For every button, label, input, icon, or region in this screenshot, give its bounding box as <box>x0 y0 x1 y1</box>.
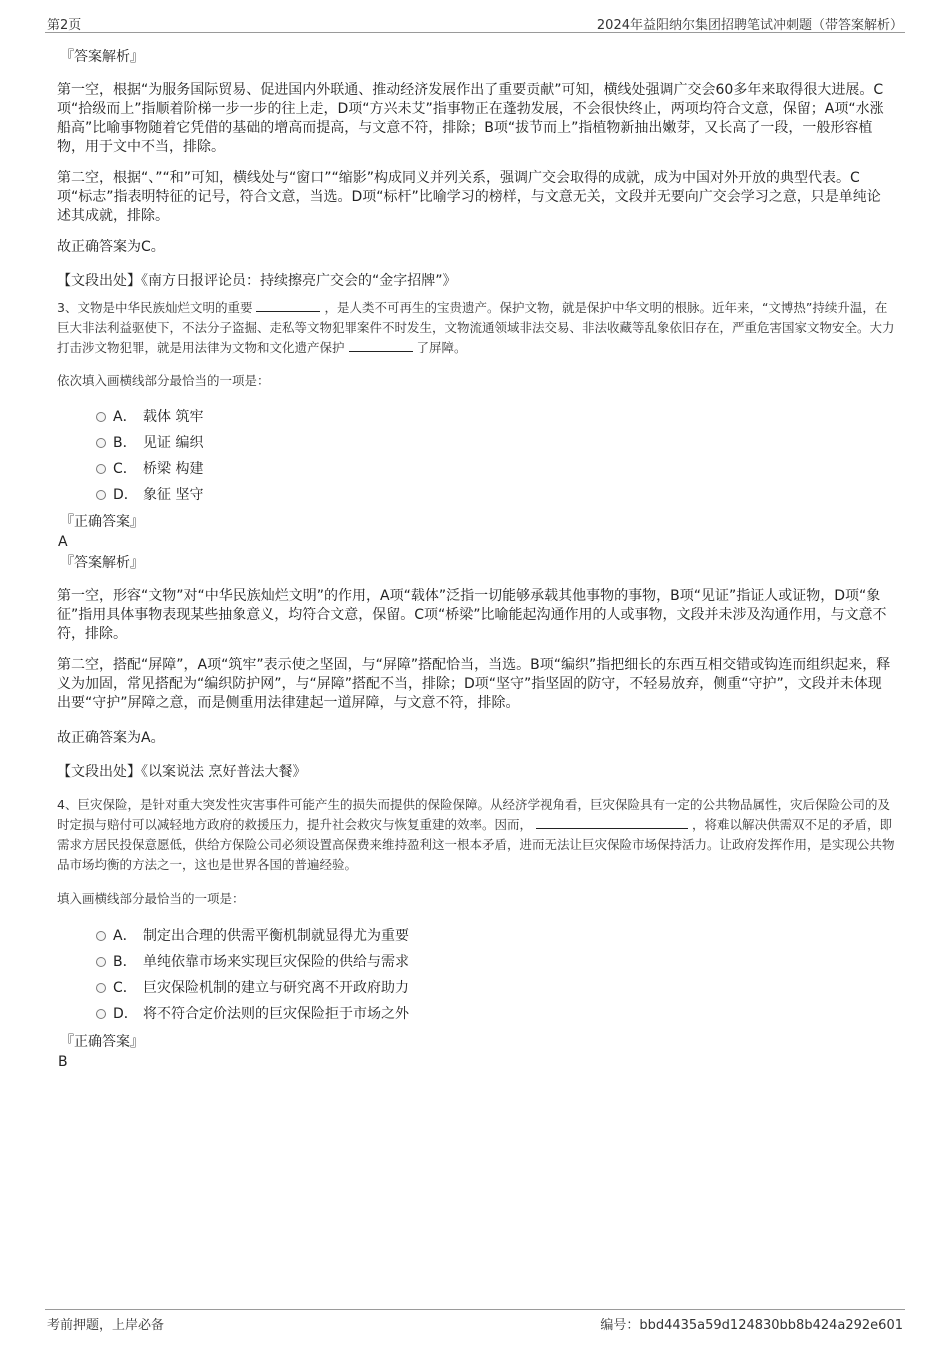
q3-stem-part-2: ，是人类不可再生的宝贵遗产。保护文物，就是保护中华文明的根脉。近年来，“文博热”持续升温，在巨大非法利益驱使下，不法分子盗掘、走私等文物犯罪案件不时发生，文物流通领域非法交易、非法收藏等乱象依旧存在，严重危害国家文物安全。大力打击涉文物犯罪，就是用法律为文物和文化遗产保护 <box>57 300 895 355</box>
option-text: 载体 筑牢 <box>143 409 204 425</box>
radio-icon[interactable] <box>96 1009 106 1019</box>
q3-analysis-label: 『答案解析』 <box>60 555 144 571</box>
page-footer <box>45 1309 905 1332</box>
q3-option-a[interactable] <box>96 408 203 427</box>
document-code: 编号：bbd4435a59d124830bb8b424a292e601 <box>600 1318 903 1333</box>
option-key: C． <box>113 461 137 477</box>
page-header <box>45 14 905 33</box>
q3-correct-answer: A <box>58 534 68 550</box>
footer-slogan: 考前押题，上岸必备 <box>47 1318 165 1333</box>
q4-correct-label: 『正确答案』 <box>60 1034 144 1050</box>
q4-prompt: 填入画横线部分最恰当的一项是： <box>57 891 245 906</box>
q2-conclusion: 故正确答案为C。 <box>57 239 165 255</box>
q3-stem-part-3: 了屏障。 <box>416 340 467 355</box>
q4-option-a[interactable] <box>96 927 409 946</box>
q4-option-c[interactable] <box>96 979 409 998</box>
q3-option-d[interactable] <box>96 486 203 505</box>
option-text: 桥梁 构建 <box>143 461 204 477</box>
q4-blank <box>536 816 688 829</box>
q4-option-d[interactable] <box>96 1005 409 1024</box>
q3-source: 【文段出处】《以案说法 烹好普法大餐》 <box>57 764 307 780</box>
q3-prompt: 依次填入画横线部分最恰当的一项是： <box>57 373 270 388</box>
radio-icon[interactable] <box>96 490 106 500</box>
radio-icon[interactable] <box>96 438 106 448</box>
option-key: A． <box>113 928 137 944</box>
option-key: D． <box>113 1006 138 1022</box>
option-text: 见证 编织 <box>143 435 204 451</box>
option-key: A． <box>113 409 137 425</box>
q3-option-c[interactable] <box>96 460 203 479</box>
page-number: 第2页 <box>47 18 82 33</box>
q3-stem-part-1: 3、文物是中华民族灿烂文明的重要 <box>57 300 253 315</box>
option-key: D． <box>113 487 138 503</box>
q3-analysis-para-1: 第一空，形容“文物”对“中华民族灿烂文明”的作用，A项“载体”泛指一切能够承载其他事物的事物，B项“见证”指证人或证物，D项“象征”指用具体事物表现某些抽象意义，均符合文意，保留。C项“桥梁”比喻能起沟通作用的人或事物，文段并未涉及沟通作用，与文意不符，排除。 <box>57 588 887 642</box>
radio-icon[interactable] <box>96 957 106 967</box>
radio-icon[interactable] <box>96 931 106 941</box>
q3-correct-label: 『正确答案』 <box>60 514 144 530</box>
q2-analysis-para-1: 第一空，根据“为服务国际贸易、促进国内外联通、推动经济发展作出了重要贡献”可知，横线处强调广交会60多年来取得很大进展。C项“拾级而上”指顺着阶梯一步一步的往上走，D项“方兴未艾”指事物正在蓬勃发展，不会很快终止，两项均符合文意，保留；A项“水涨船高”比喻事物随着它凭借的基础的增高而提高，与文意不符，排除；B项“拔节而上”指植物新抽出嫩芽，又长高了一段，一般形容植物，用于文中不当，排除。 <box>57 82 884 155</box>
option-text: 象征 坚守 <box>143 487 204 503</box>
option-text: 将不符合定价法则的巨灾保险拒于市场之外 <box>143 1006 409 1022</box>
q4-stem-part-1: 4、巨灾保险，是针对重大突发性灾害事件可能产生的损失而提供的保险保障。从经济学视角看，巨灾保险具有一定的公共物品属性，灾后保险公司的及时定损与赔付可以减轻地方政府的救援压力，提升社会救灾与恢复重建的效率。因而， <box>57 797 890 832</box>
q2-analysis-para-2: 第二空，根据“、”“和”可知，横线处与“窗口”“缩影”构成同义并列关系，强调广交会取得的成就，成为中国对外开放的典型代表。C项“标志”指表明特征的记号，符合文意，当选。D项“标杆”比喻学习的榜样，与文意无关，文段并无要向广交会学习之意，只是单纯论述其成就，排除。 <box>57 170 881 224</box>
q3-conclusion: 故正确答案为A。 <box>57 730 165 746</box>
q2-analysis-label: 『答案解析』 <box>60 49 144 65</box>
q3-blank-2 <box>349 339 413 352</box>
q4-stem-part-2: ，将难以解决供需双不足的矛盾，即需求方居民投保意愿低，供给方保险公司必须设置高保费来维持盈利这一根本矛盾，进而无法让巨灾保险市场保持活力。让政府发挥作用，是实现公共物品市场均衡的方法之一，这也是世界各国的普遍经验。 <box>57 817 895 872</box>
option-key: C． <box>113 980 137 996</box>
option-text: 制定出合理的供需平衡机制就显得尤为重要 <box>143 928 409 944</box>
q4-stem <box>57 795 895 875</box>
option-text: 巨灾保险机制的建立与研究离不开政府助力 <box>143 980 409 996</box>
q3-blank-1 <box>256 299 320 312</box>
q4-option-b[interactable] <box>96 953 409 972</box>
document-title: 2024年益阳纳尔集团招聘笔试冲刺题（带答案解析） <box>596 18 903 33</box>
q3-stem <box>57 298 895 358</box>
q3-option-b[interactable] <box>96 434 203 453</box>
q3-analysis-para-2: 第二空，搭配“屏障”，A项“筑牢”表示使之坚固，与“屏障”搭配恰当，当选。B项“编织”指把细长的东西互相交错或钩连而组织起来，释义为加固，常见搭配为“编织防护网”，与“屏障”搭配不当，排除；D项“坚守”指坚固的防守，不轻易放弃，侧重“守护”，文段并未体现出要“守护”屏障之意，而是侧重用法律建起一道屏障，与文意不符，排除。 <box>57 657 891 711</box>
option-key: B． <box>113 954 137 970</box>
radio-icon[interactable] <box>96 983 106 993</box>
radio-icon[interactable] <box>96 412 106 422</box>
radio-icon[interactable] <box>96 464 106 474</box>
q4-correct-answer: B <box>58 1054 68 1070</box>
option-text: 单纯依靠市场来实现巨灾保险的供给与需求 <box>143 954 409 970</box>
q2-source: 【文段出处】《南方日报评论员：持续擦亮广交会的“金字招牌”》 <box>57 273 457 289</box>
option-key: B． <box>113 435 137 451</box>
